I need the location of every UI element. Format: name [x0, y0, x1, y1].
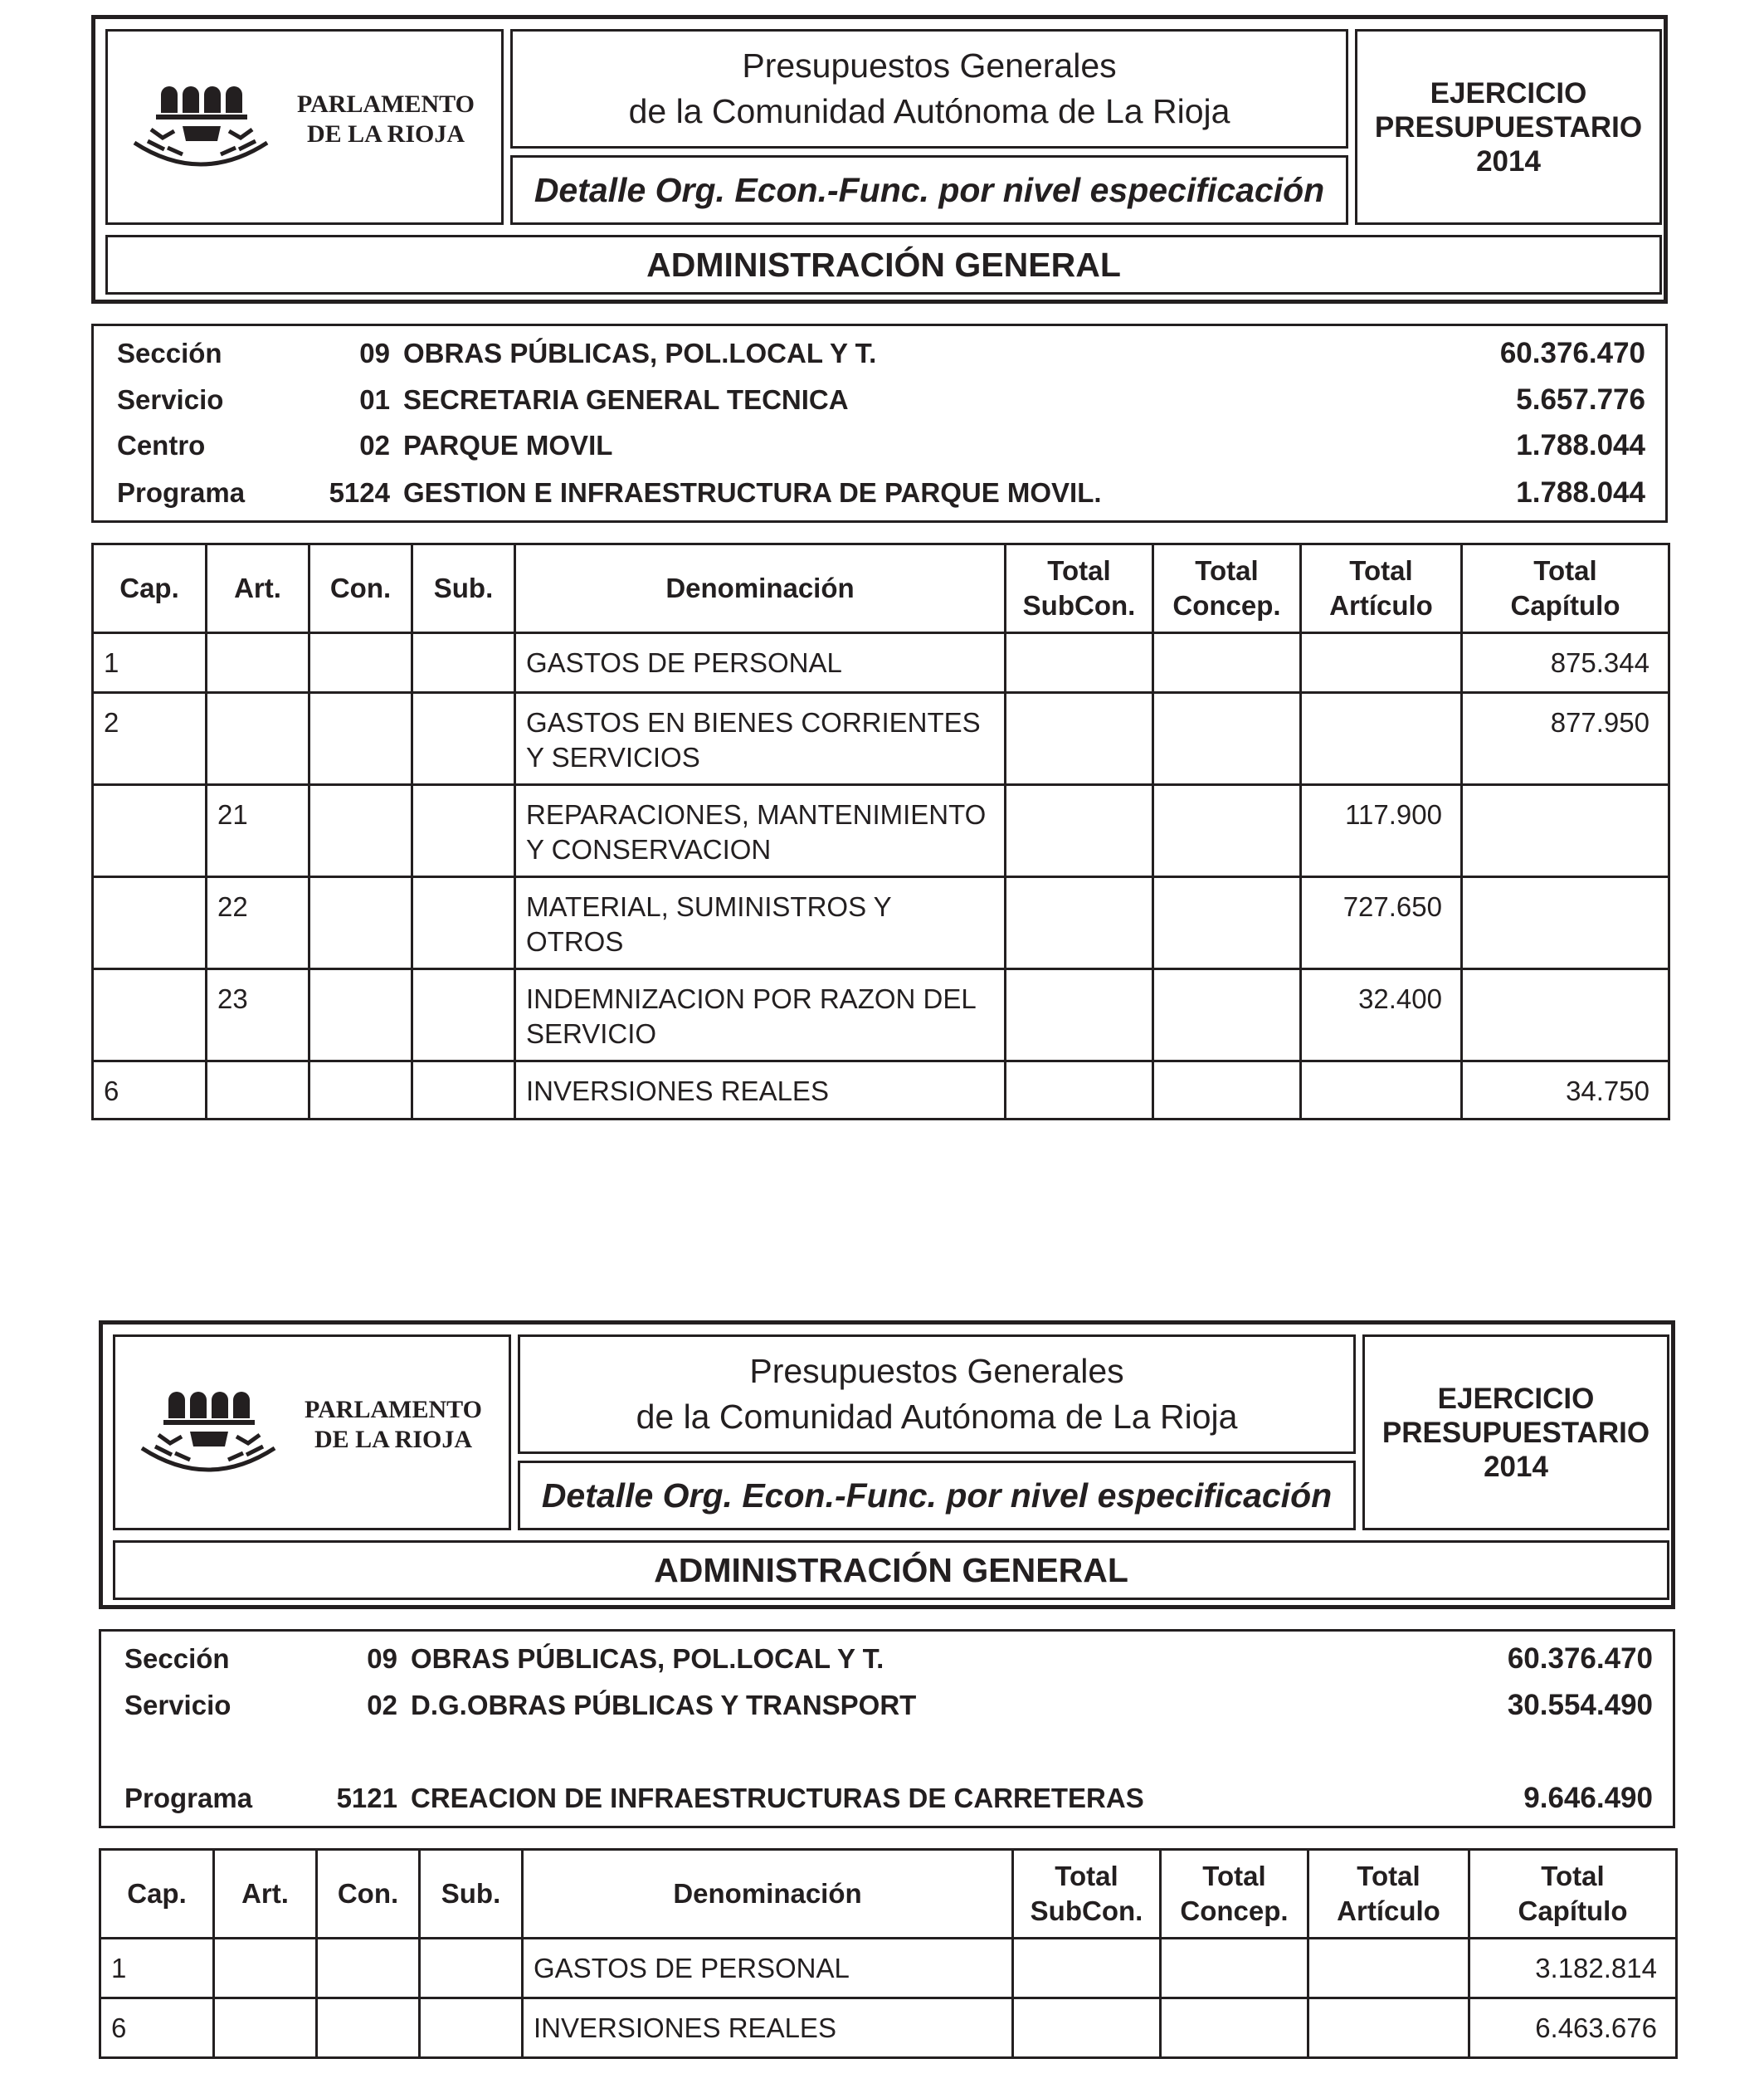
- summary-amount: 30.554.490: [1507, 1689, 1653, 1721]
- parliament-name-line1: PARLAMENTO: [297, 90, 475, 118]
- summary-code: 02: [367, 1690, 397, 1720]
- summary-code: 02: [359, 430, 390, 461]
- cell-denominacion: INVERSIONES REALES: [515, 1061, 1006, 1120]
- cell-total-articulo: 32.400: [1301, 969, 1462, 1061]
- summary-row: [94, 425, 1665, 466]
- column-header-denominacion: [515, 544, 1006, 633]
- cell-con: [309, 693, 412, 785]
- summary-name: OBRAS PÚBLICAS, POL.LOCAL Y T.: [411, 1643, 884, 1674]
- cell-total-concep: [1153, 785, 1301, 877]
- fiscal-year-box: [1355, 29, 1662, 225]
- summary-code: 01: [359, 384, 390, 415]
- summary-row: [94, 379, 1665, 421]
- table-header-row: [93, 544, 1669, 633]
- cell-cap: [93, 969, 207, 1061]
- cell-total-concep: [1153, 693, 1301, 785]
- table-row: [93, 633, 1669, 693]
- parliament-name-line2: DE LA RIOJA: [314, 1426, 473, 1453]
- summary-row: [94, 472, 1665, 514]
- cell-total-articulo: [1308, 1998, 1469, 2058]
- column-header-total-subcon: [1013, 1850, 1161, 1939]
- column-header-text: Artículo: [1337, 1895, 1440, 1926]
- summary-label: Programa: [117, 477, 246, 508]
- budget-table: [99, 1848, 1678, 2059]
- fiscal-year: 2014: [1484, 1450, 1548, 1483]
- table-row: [100, 1939, 1677, 1998]
- column-header-total-capitulo: [1469, 1850, 1677, 1939]
- summary-name: SECRETARIA GENERAL TECNICA: [403, 384, 849, 415]
- column-header-text: Con.: [329, 573, 392, 603]
- column-header-text: Cap.: [119, 573, 179, 603]
- column-header-total-subcon: [1006, 544, 1153, 633]
- cell-total-capitulo: [1462, 877, 1669, 969]
- cell-cap: 1: [93, 633, 207, 693]
- budget-table: [91, 543, 1670, 1120]
- cell-con: [317, 1998, 420, 2058]
- column-header-text: Total: [1533, 555, 1597, 586]
- summary-row: [101, 1730, 1673, 1772]
- organization-summary: [99, 1629, 1675, 1828]
- column-header-art: [207, 544, 309, 633]
- cell-con: [309, 969, 412, 1061]
- summary-name: D.G.OBRAS PÚBLICAS Y TRANSPORT: [411, 1690, 917, 1720]
- cell-denominacion: INDEMNIZACION POR RAZON DEL SERVICIO: [515, 969, 1006, 1061]
- summary-label: Servicio: [124, 1690, 231, 1720]
- cell-total-subcon: [1013, 1998, 1161, 2058]
- cell-sub: [412, 877, 515, 969]
- column-header-text: Sub.: [433, 573, 494, 603]
- summary-code: 09: [359, 338, 390, 368]
- cell-total-subcon: [1006, 1061, 1153, 1120]
- cell-art: 22: [207, 877, 309, 969]
- cell-denominacion: REPARACIONES, MANTENIMIENTO Y CONSERVACION: [515, 785, 1006, 877]
- cell-con: [317, 1939, 420, 1998]
- cell-total-subcon: [1006, 785, 1153, 877]
- table-row: [93, 785, 1669, 877]
- column-header-text: Denominación: [673, 1878, 862, 1909]
- column-header-total-capitulo: [1462, 544, 1669, 633]
- cell-total-concep: [1161, 1998, 1308, 2058]
- column-header-text: Con.: [337, 1878, 399, 1909]
- cell-sub: [412, 1061, 515, 1120]
- summary-row: [101, 1778, 1673, 1819]
- cell-total-subcon: [1006, 969, 1153, 1061]
- summary-name: CREACION DE INFRAESTRUCTURAS DE CARRETERAS: [411, 1783, 1144, 1813]
- summary-code: 5121: [336, 1783, 397, 1813]
- column-header-art: [214, 1850, 317, 1939]
- fiscal-year-label1: EJERCICIO: [1430, 76, 1587, 110]
- cell-total-capitulo: 34.750: [1462, 1061, 1669, 1120]
- column-header-text: Total: [1195, 555, 1259, 586]
- fiscal-year: 2014: [1476, 144, 1541, 178]
- fiscal-year-label1: EJERCICIO: [1437, 1382, 1595, 1415]
- parliament-name-line2: DE LA RIOJA: [306, 120, 465, 148]
- column-header-text: Artículo: [1329, 590, 1433, 621]
- title-line1: Presupuestos Generales: [742, 46, 1117, 85]
- column-header-text: Total: [1202, 1861, 1266, 1891]
- table-row: [93, 969, 1669, 1061]
- column-header-denominacion: [523, 1850, 1013, 1939]
- column-header-text: Sub.: [441, 1878, 501, 1909]
- cell-sub: [412, 633, 515, 693]
- summary-amount: 9.646.490: [1523, 1782, 1653, 1814]
- cell-art: [214, 1998, 317, 2058]
- cell-con: [309, 633, 412, 693]
- cell-sub: [412, 693, 515, 785]
- cell-total-articulo: 727.650: [1301, 877, 1462, 969]
- title-line1: Presupuestos Generales: [749, 1352, 1124, 1390]
- table-header-row: [100, 1850, 1677, 1939]
- column-header-text: Total: [1357, 1861, 1420, 1891]
- budget-block: [91, 15, 1668, 1120]
- column-header-text: Total: [1541, 1861, 1605, 1891]
- cell-denominacion: GASTOS DE PERSONAL: [523, 1939, 1013, 1998]
- title-line2: de la Comunidad Autónoma de La Rioja: [636, 1398, 1238, 1436]
- column-header-sub: [412, 544, 515, 633]
- cell-con: [309, 785, 412, 877]
- cell-total-subcon: [1006, 633, 1153, 693]
- cell-total-concep: [1153, 877, 1301, 969]
- cell-total-capitulo: [1462, 785, 1669, 877]
- column-header-con: [309, 544, 412, 633]
- cell-total-concep: [1153, 633, 1301, 693]
- cell-total-concep: [1153, 969, 1301, 1061]
- column-header-text: Capítulo: [1518, 1895, 1628, 1926]
- cell-total-subcon: [1013, 1939, 1161, 1998]
- cell-total-articulo: [1308, 1939, 1469, 1998]
- summary-name: OBRAS PÚBLICAS, POL.LOCAL Y T.: [403, 338, 877, 368]
- cell-total-capitulo: 6.463.676: [1469, 1998, 1677, 2058]
- cell-art: [214, 1939, 317, 1998]
- column-header-text: Total: [1047, 555, 1111, 586]
- column-header-text: Concep.: [1180, 1895, 1289, 1926]
- column-header-text: SubCon.: [1022, 590, 1136, 621]
- column-header-cap: [93, 544, 207, 633]
- cell-sub: [420, 1998, 523, 2058]
- column-header-text: SubCon.: [1030, 1895, 1143, 1926]
- column-header-text: Art.: [234, 573, 281, 603]
- cell-total-capitulo: 877.950: [1462, 693, 1669, 785]
- fiscal-year-box: [1362, 1334, 1669, 1530]
- document-subtitle: Detalle Org. Econ.-Func. por nivel especificación: [518, 1461, 1356, 1530]
- organization-summary: [91, 324, 1668, 523]
- summary-amount: 60.376.470: [1507, 1642, 1653, 1675]
- cell-total-capitulo: 3.182.814: [1469, 1939, 1677, 1998]
- summary-label: Sección: [117, 338, 222, 368]
- document-subtitle: Detalle Org. Econ.-Func. por nivel especificación: [510, 155, 1348, 225]
- summary-row: [101, 1685, 1673, 1726]
- parliament-logo-icon: [118, 61, 284, 186]
- summary-label: Sección: [124, 1643, 230, 1674]
- summary-amount: 1.788.044: [1516, 476, 1645, 509]
- table-row: [93, 877, 1669, 969]
- summary-amount: 60.376.470: [1499, 337, 1645, 369]
- column-header-text: Cap.: [127, 1878, 187, 1909]
- parliament-logo: [105, 29, 504, 225]
- cell-denominacion: GASTOS DE PERSONAL: [515, 633, 1006, 693]
- title-line2: de la Comunidad Autónoma de La Rioja: [628, 92, 1230, 130]
- column-header-total-articulo: [1301, 544, 1462, 633]
- cell-total-articulo: 117.900: [1301, 785, 1462, 877]
- cell-con: [309, 1061, 412, 1120]
- summary-label: Servicio: [117, 384, 224, 415]
- cell-total-capitulo: 875.344: [1462, 633, 1669, 693]
- summary-code: 09: [367, 1643, 397, 1674]
- cell-cap: 6: [100, 1998, 214, 2058]
- column-header-text: Capítulo: [1510, 590, 1620, 621]
- summary-row: [94, 333, 1665, 374]
- cell-art: [207, 1061, 309, 1120]
- cell-total-subcon: [1006, 693, 1153, 785]
- fiscal-year-label2: PRESUPUESTARIO: [1374, 110, 1643, 144]
- column-header-text: Total: [1349, 555, 1413, 586]
- summary-label: Centro: [117, 430, 206, 461]
- column-header-text: Concep.: [1172, 590, 1281, 621]
- column-header-sub: [420, 1850, 523, 1939]
- cell-cap: [93, 785, 207, 877]
- column-header-total-concep: [1153, 544, 1301, 633]
- cell-total-subcon: [1006, 877, 1153, 969]
- summary-amount: 5.657.776: [1516, 383, 1645, 416]
- summary-code: 5124: [329, 477, 390, 508]
- cell-art: 23: [207, 969, 309, 1061]
- table-row: [93, 1061, 1669, 1120]
- document-header: [91, 15, 1668, 304]
- table-row: [100, 1998, 1677, 2058]
- cell-art: 21: [207, 785, 309, 877]
- summary-name: PARQUE MOVIL: [403, 430, 613, 461]
- cell-cap: 2: [93, 693, 207, 785]
- cell-total-concep: [1153, 1061, 1301, 1120]
- cell-total-capitulo: [1462, 969, 1669, 1061]
- cell-total-concep: [1161, 1939, 1308, 1998]
- column-header-con: [317, 1850, 420, 1939]
- parliament-logo-icon: [125, 1367, 291, 1491]
- table-row: [93, 693, 1669, 785]
- column-header-text: Total: [1055, 1861, 1118, 1891]
- cell-sub: [412, 785, 515, 877]
- column-header-total-concep: [1161, 1850, 1308, 1939]
- administration-title: ADMINISTRACIÓN GENERAL: [105, 235, 1662, 295]
- cell-con: [309, 877, 412, 969]
- cell-cap: [93, 877, 207, 969]
- cell-total-articulo: [1301, 693, 1462, 785]
- cell-art: [207, 693, 309, 785]
- administration-title: ADMINISTRACIÓN GENERAL: [113, 1540, 1669, 1600]
- column-header-total-articulo: [1308, 1850, 1469, 1939]
- parliament-logo: [113, 1334, 511, 1530]
- cell-cap: 6: [93, 1061, 207, 1120]
- document-header: [99, 1320, 1675, 1609]
- budget-block: [99, 1320, 1675, 2059]
- column-header-text: Denominación: [665, 573, 855, 603]
- summary-amount: 1.788.044: [1516, 429, 1645, 461]
- parliament-name-line1: PARLAMENTO: [305, 1396, 482, 1423]
- parliament-name: [282, 90, 490, 149]
- cell-cap: 1: [100, 1939, 214, 1998]
- summary-label: Programa: [124, 1783, 253, 1813]
- cell-denominacion: INVERSIONES REALES: [523, 1998, 1013, 2058]
- summary-name: GESTION E INFRAESTRUCTURA DE PARQUE MOVIL.: [403, 477, 1102, 508]
- cell-denominacion: MATERIAL, SUMINISTROS Y OTROS: [515, 877, 1006, 969]
- cell-total-articulo: [1301, 633, 1462, 693]
- parliament-name: [290, 1395, 497, 1455]
- cell-total-articulo: [1301, 1061, 1462, 1120]
- cell-denominacion: GASTOS EN BIENES CORRIENTES Y SERVICIOS: [515, 693, 1006, 785]
- fiscal-year-label2: PRESUPUESTARIO: [1381, 1416, 1650, 1449]
- cell-sub: [412, 969, 515, 1061]
- document-title: [518, 1334, 1356, 1454]
- column-header-cap: [100, 1850, 214, 1939]
- cell-art: [207, 633, 309, 693]
- column-header-text: Art.: [241, 1878, 289, 1909]
- document-title: [510, 29, 1348, 149]
- cell-sub: [420, 1939, 523, 1998]
- summary-row: [101, 1638, 1673, 1680]
